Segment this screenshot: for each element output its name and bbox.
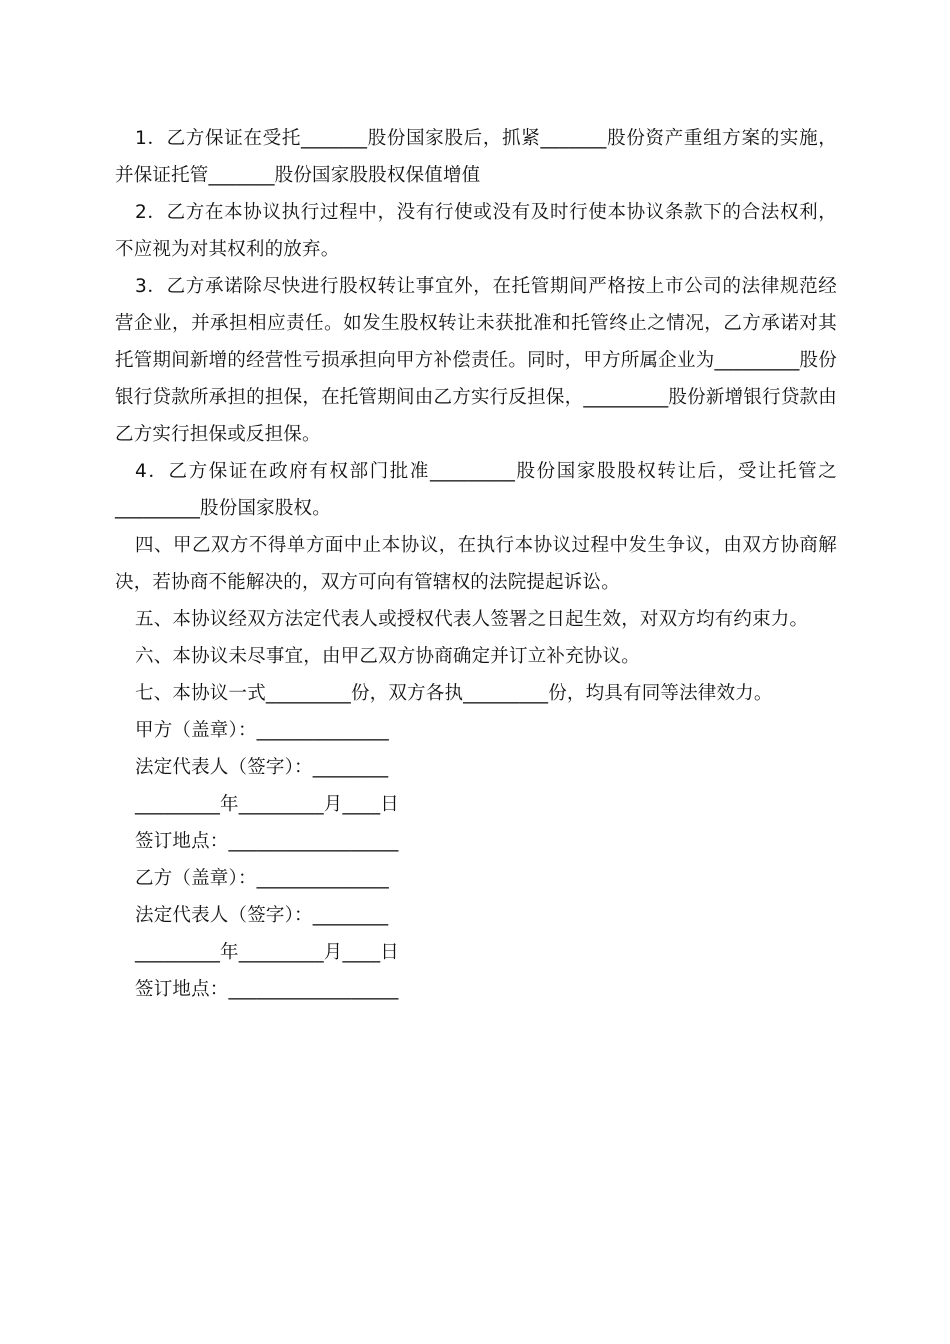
party-b-seal-line: 乙方（盖章）：______________ — [135, 868, 389, 889]
party-b-date-line: _________年_________月____日 — [135, 942, 400, 963]
party-b-representative-line: 法定代表人（签字）：________ — [135, 905, 389, 926]
signature-block-party-b — [115, 860, 837, 1008]
signature-block-party-a — [115, 712, 837, 860]
article-7-copies: 七、本协议一式_________份，双方各执_________份，均具有同等法律效力。 — [135, 683, 773, 704]
party-a-representative-line: 法定代表人（签字）：________ — [135, 757, 389, 778]
article-5-effectiveness: 五、本协议经双方法定代表人或授权代表人签署之日起生效，对双方均有约束力。 — [135, 609, 809, 630]
party-a-place-line: 签订地点：__________________ — [135, 831, 399, 852]
clause-4: 4．乙方保证在政府有权部门批准_________股份国家股股权转让后，受让托管之_________股份国家股权。 — [115, 461, 837, 519]
article-6-supplement: 六、本协议未尽事宜，由甲乙双方协商确定并订立补充协议。 — [135, 646, 640, 667]
document-body — [115, 120, 837, 1008]
article-4-dispute: 四、甲乙双方不得单方面中止本协议，在执行本协议过程中发生争议，由双方协商解决，若协商不能解决的，双方可向有管辖权的法院提起诉讼。 — [115, 535, 837, 593]
clause-1: 1．乙方保证在受托_______股份国家股后，抓紧_______股份资产重组方案的实施，并保证托管_______股份国家股股权保值增值 — [115, 128, 837, 186]
party-a-date-line: _________年_________月____日 — [135, 794, 400, 815]
clause-2: 2．乙方在本协议执行过程中，没有行使或没有及时行使本协议条款下的合法权利，不应视为对其权利的放弃。 — [115, 202, 837, 260]
party-a-seal-line: 甲方（盖章）：______________ — [135, 720, 389, 741]
party-b-place-line: 签订地点：__________________ — [135, 979, 399, 1000]
clause-3: 3．乙方承诺除尽快进行股权转让事宜外，在托管期间严格按上市公司的法律规范经营企业，并承担相应责任。如发生股权转让未获批准和托管终止之情况，乙方承诺对其托管期间新增的经营性亏损承担向甲方补偿责任。同时，甲方所属企业为_________股份银行贷款所承担的担保，在托管期间由乙方实行反担保，_________股份新增银行贷款由乙方实行担保或反担保。 — [115, 276, 837, 445]
